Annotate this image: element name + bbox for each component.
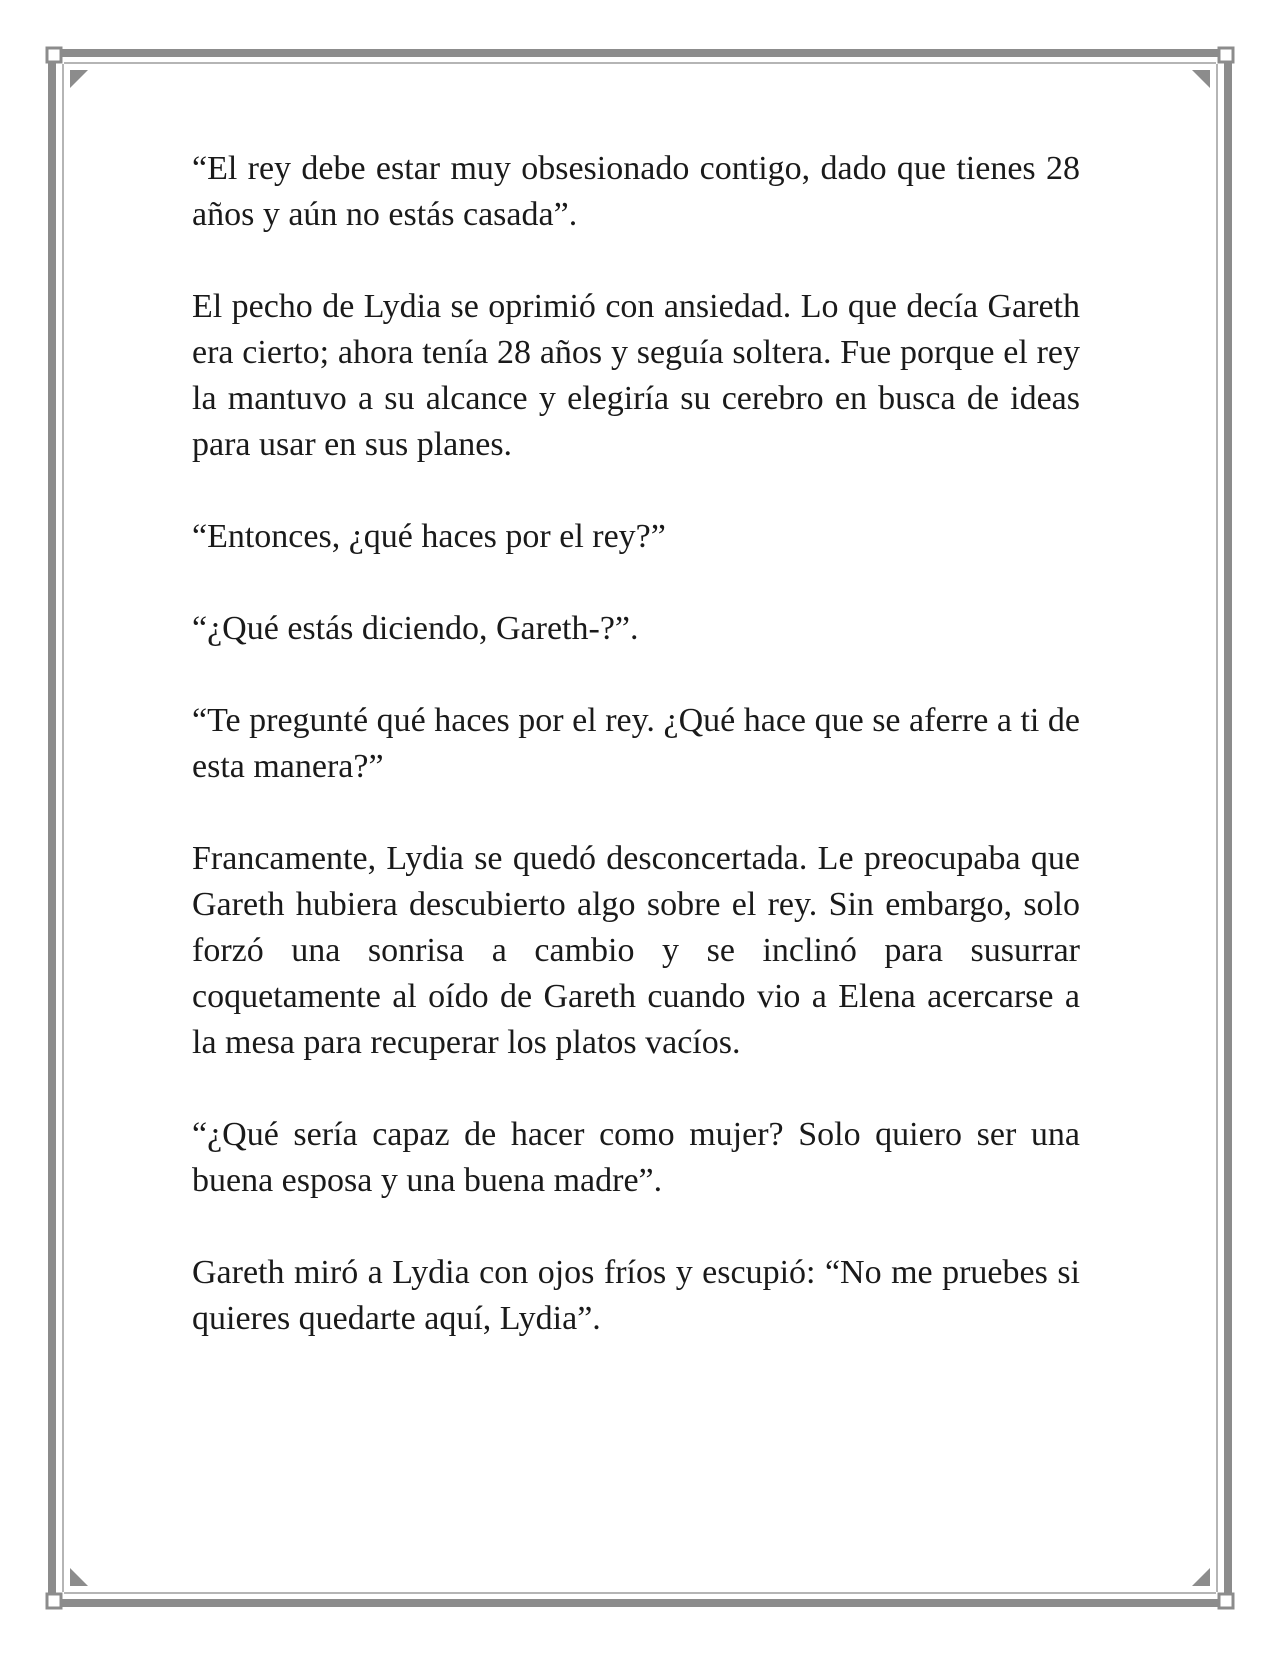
paragraph: Gareth miró a Lydia con ojos fríos y escupió: “No me pruebes si quieres quedarte aquí, Lydia”. <box>192 1254 1080 1337</box>
corner-triangle-bottom-left <box>70 1568 88 1586</box>
paragraph: “El rey debe estar muy obsesionado contigo, dado que tienes 28 años y aún no estás casada”. <box>192 150 1080 233</box>
page-body-text <box>192 146 1080 1388</box>
corner-triangle-bottom-right <box>1192 1568 1210 1586</box>
paragraph: “¿Qué sería capaz de hacer como mujer? Solo quiero ser una buena esposa y una buena madre”. <box>192 1116 1080 1199</box>
corner-triangle-top-left <box>70 70 88 88</box>
corner-square-bottom-left <box>47 1594 61 1608</box>
paragraph: “¿Qué estás diciendo, Gareth-?”. <box>192 610 639 647</box>
corner-triangle-top-right <box>1192 70 1210 88</box>
corner-square-top-right <box>1219 48 1233 62</box>
corner-square-top-left <box>47 48 61 62</box>
corner-square-bottom-right <box>1219 1594 1233 1608</box>
paragraph: El pecho de Lydia se oprimió con ansiedad. Lo que decía Gareth era cierto; ahora tenía 28 años y seguía soltera. Fue porque el rey la mantuvo a su alcance y elegiría su cerebro en busca de ideas para usar en sus planes. <box>192 288 1080 463</box>
paragraph: Francamente, Lydia se quedó desconcertada. Le preocupaba que Gareth hubiera descubierto algo sobre el rey. Sin embargo, solo forzó una sonrisa a cambio y se inclinó para susurrar coquetamente al oído de Gareth cuando vio a Elena acercarse a la mesa para recuperar los platos vacíos. <box>192 840 1080 1061</box>
paragraph: “Te pregunté qué haces por el rey. ¿Qué hace que se aferre a ti de esta manera?” <box>192 702 1080 785</box>
paragraph: “Entonces, ¿qué haces por el rey?” <box>192 518 666 555</box>
